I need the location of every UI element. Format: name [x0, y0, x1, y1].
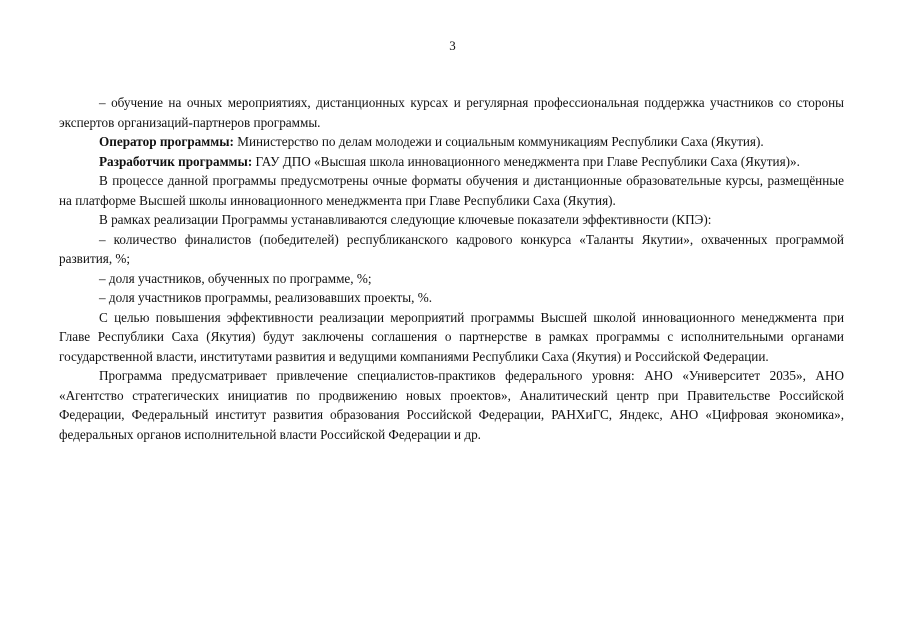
- paragraph-text: С целью повышения эффективности реализации мероприятий программы Высшей школой инновационного менеджмента при Главе Республики Саха (Якутия) будут заключены соглашения о партнерстве в рамках программы с исполнительными органами государственной власти, институтами развития и ведущими компаниями Республики Саха (Якутия) и Российской Федерации.: [59, 309, 844, 364]
- paragraph-training-format: [59, 93, 844, 132]
- paragraph-lead: Оператор программы:: [99, 134, 234, 149]
- page-number: 3: [449, 38, 456, 53]
- paragraph-text: В рамках реализации Программы устанавливаются следующие ключевые показатели эффективности (КПЭ):: [99, 212, 712, 227]
- paragraph-text: ГАУ ДПО «Высшая школа инновационного менеджмента при Главе Республики Саха (Якутия)».: [252, 153, 800, 169]
- paragraph-text: – обучение на очных мероприятиях, дистанционных курсах и регулярная профессиональная поддержка участников со стороны экспертов организаций-партнеров программы.: [59, 95, 844, 130]
- paragraph-partnership: [59, 308, 844, 367]
- paragraph-kpi-trained: [59, 269, 844, 289]
- paragraph-text: Программа предусматривает привлечение специалистов-практиков федерального уровня: АНО «Университет 2035», АНО «Агентство стратегических инициатив по продвижению новых проектов», Аналитический центр при Правительстве Российской Федерации, Федеральный институт развития образования Российской Федерации, РАНХиГС, Яндекс, АНО «Цифровая экономика», федеральных органов исполнительной власти Российской Федерации и др.: [59, 368, 844, 442]
- paragraph-kpi-projects: [59, 288, 844, 308]
- paragraph-text: – доля участников программы, реализовавших проекты, %.: [99, 290, 433, 305]
- paragraph-kpi-intro: [59, 210, 844, 230]
- paragraph-program-operator: [59, 132, 844, 152]
- document-body: [59, 93, 844, 444]
- paragraph-education-formats: [59, 171, 844, 210]
- paragraph-kpi-finalists: [59, 230, 844, 269]
- paragraph-federal-experts: [59, 366, 844, 444]
- paragraph-text: В процессе данной программы предусмотрены очные форматы обучения и дистанционные образовательные курсы, размещённые на платформе Высшей школы инновационного менеджмента при Главе Республики Саха (Якутия).: [59, 173, 844, 208]
- paragraph-program-developer: [59, 152, 844, 172]
- paragraph-lead: Разработчик программы:: [99, 153, 253, 169]
- paragraph-text: – количество финалистов (победителей) республиканского кадрового конкурса «Таланты Якутии», охваченных программой развития, %;: [59, 231, 844, 266]
- paragraph-text: – доля участников, обученных по программе, %;: [99, 270, 372, 286]
- paragraph-text: Министерство по делам молодежи и социальным коммуникациям Республики Саха (Якутия).: [233, 134, 764, 149]
